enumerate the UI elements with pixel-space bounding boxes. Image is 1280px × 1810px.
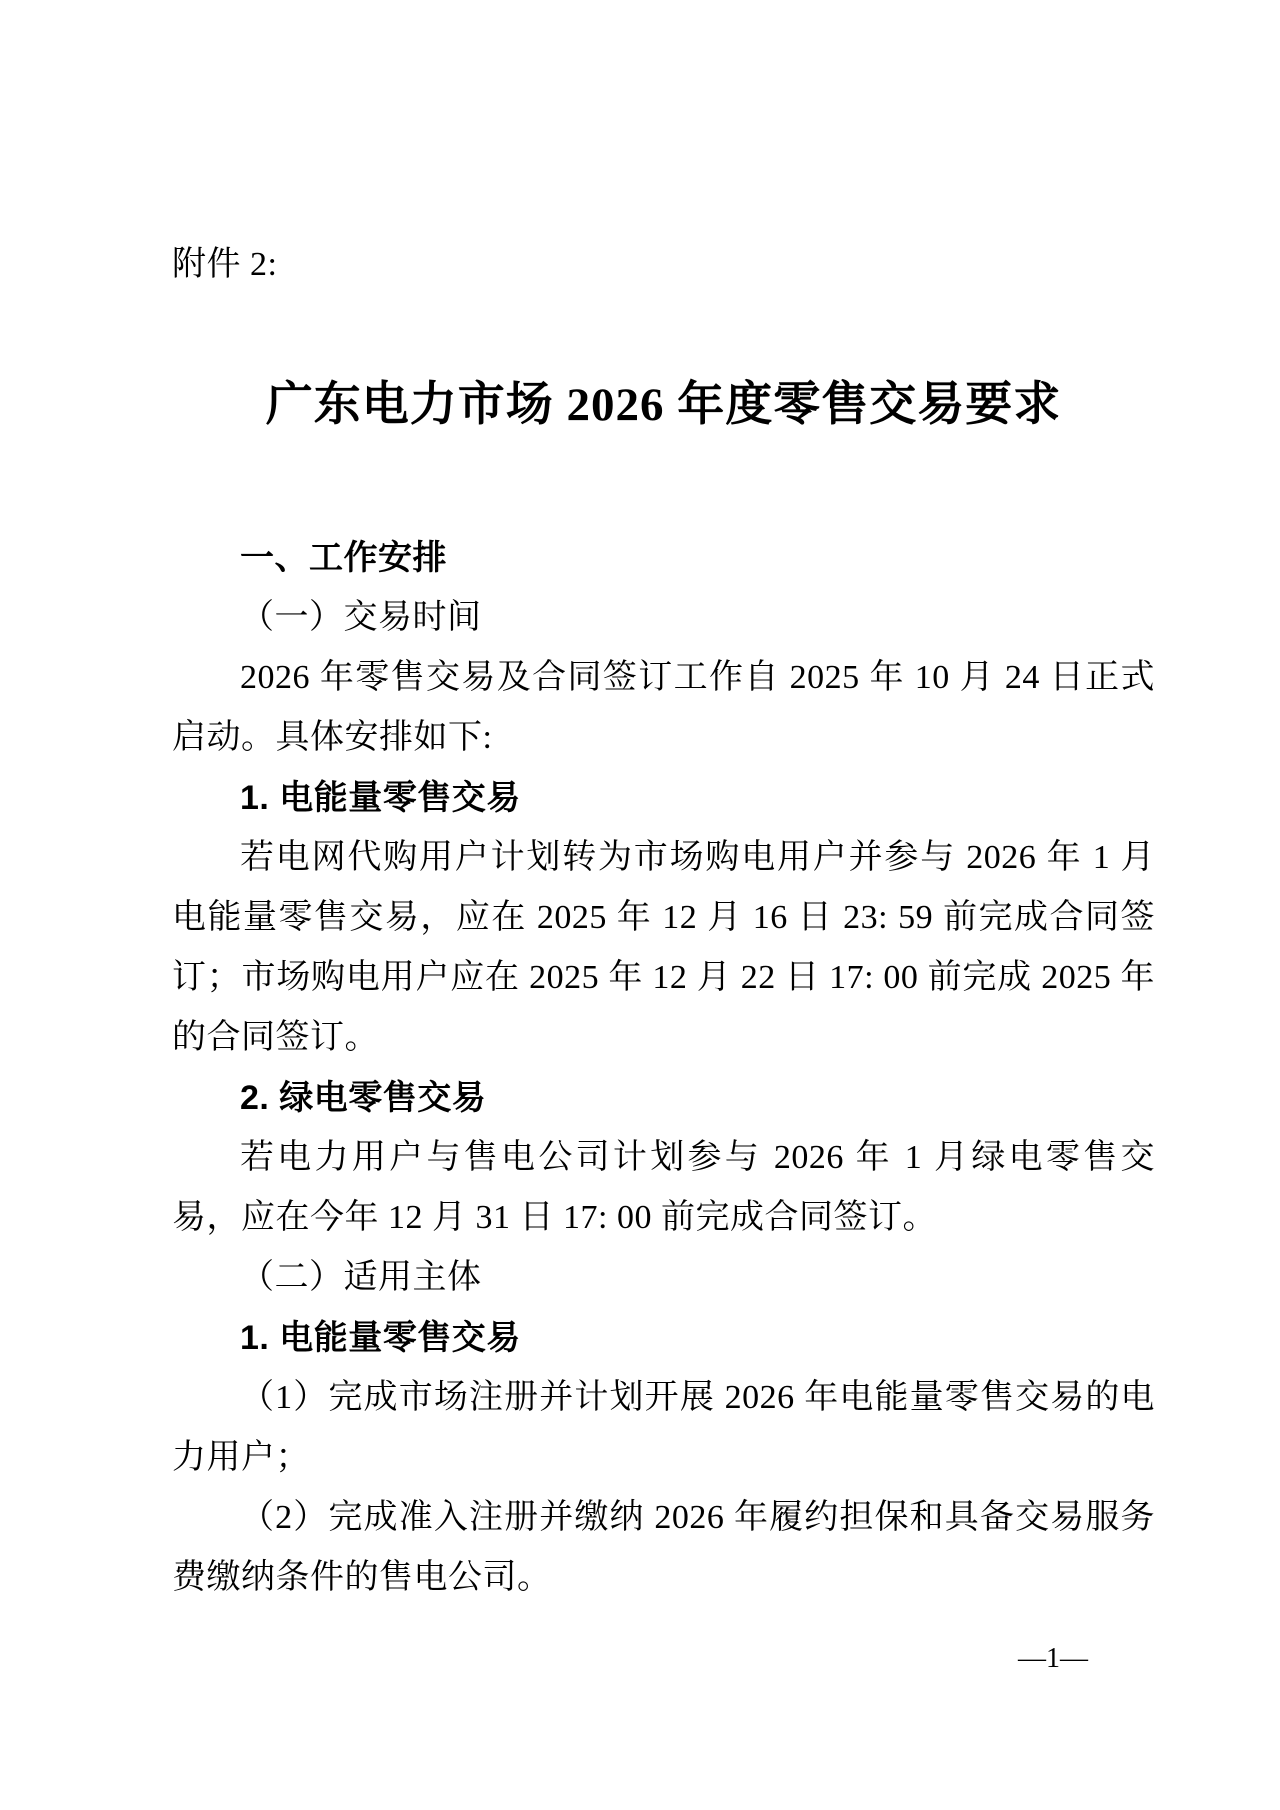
document-title: 广东电力市场 2026 年度零售交易要求 (265, 379, 1062, 431)
numbered-heading-energy-retail-2: 1. 电能量零售交易 (240, 1319, 521, 1357)
page-number: —1— (1018, 1643, 1088, 1674)
subsection-heading-trading-time: （一）交易时间 (240, 599, 482, 636)
document-content (172, 235, 1155, 1608)
paragraph-energy-retail-deadlines: 若电网代购用户计划转为市场购电用户并参与 2026 年 1 月电能量零售交易，应在 2025 年 12 月 16 日 23: 59 前完成合同签订；市场购电用户应在 2025 年 12 月 22 日 17: 00 前完成 2025 年的合同签订。 (172, 839, 1155, 1056)
numbered-heading-green-retail: 2. 绿电零售交易 (240, 1079, 487, 1117)
paragraph-entity-power-users: （1）完成市场注册并计划开展 2026 年电能量零售交易的电力用户； (172, 1379, 1155, 1476)
section-heading-work-arrangement: 一、工作安排 (240, 539, 447, 577)
document-body (172, 528, 1155, 1608)
subsection-heading-applicable-entities: （二）适用主体 (240, 1259, 482, 1296)
paragraph-trading-start: 2026 年零售交易及合同签订工作自 2025 年 10 月 24 日正式启动。具体安排如下: (172, 659, 1155, 756)
paragraph-green-retail-deadline: 若电力用户与售电公司计划参与 2026 年 1 月绿电零售交易，应在今年 12 月 31 日 17: 00 前完成合同签订。 (172, 1139, 1155, 1236)
paragraph-entity-retail-companies: （2）完成准入注册并缴纳 2026 年履约担保和具备交易服务费缴纳条件的售电公司。 (172, 1499, 1155, 1596)
numbered-heading-energy-retail-1: 1. 电能量零售交易 (240, 779, 521, 817)
attachment-label: 附件 2: (172, 246, 278, 283)
